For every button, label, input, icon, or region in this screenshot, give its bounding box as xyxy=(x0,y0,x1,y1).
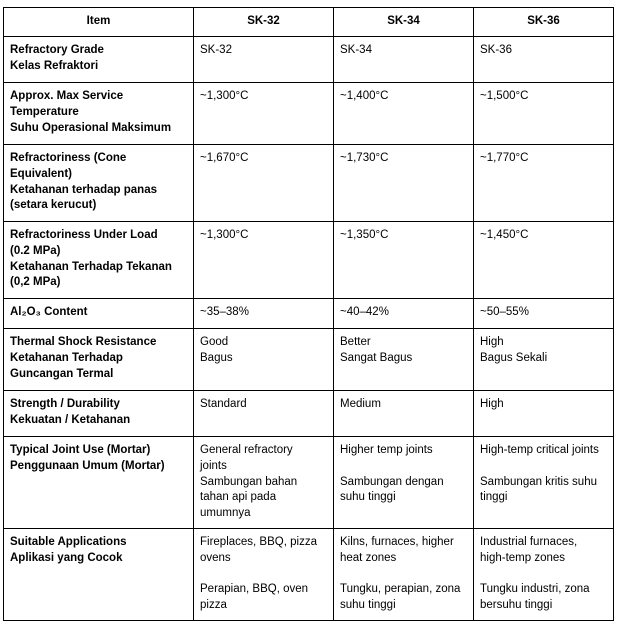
table-row xyxy=(4,222,614,299)
cell-text-line: Temperature xyxy=(10,105,79,118)
cell-text-line: Sambungan dengan xyxy=(340,475,444,488)
cell-text-line: Aplikasi yang Cocok xyxy=(10,551,123,564)
cell-sk-36 xyxy=(474,437,614,529)
cell-text-line: Refractory Grade xyxy=(10,44,104,56)
header-sk-32: SK-32 xyxy=(194,8,334,37)
cell-text-line: Penggunaan Umum (Mortar) xyxy=(10,459,165,472)
cell-sk-36 xyxy=(474,529,614,621)
cell-sk-32 xyxy=(194,391,334,437)
cell-sk-32 xyxy=(194,437,334,529)
cell-text-line: High xyxy=(480,336,504,348)
cell-text-line: tinggi xyxy=(480,491,508,504)
cell-sk-34 xyxy=(334,437,474,529)
cell-text-line: Suitable Applications xyxy=(10,536,127,548)
cell-text-line: ~1,300°C xyxy=(200,229,249,241)
cell-sk-36 xyxy=(474,37,614,83)
cell-sk-34 xyxy=(334,222,474,299)
cell-text-line: High-temp critical joints xyxy=(480,444,599,456)
cell-sk-34 xyxy=(334,145,474,222)
cell-text-line: Refractoriness (Cone xyxy=(10,152,127,164)
cell-text-line: suhu tinggi xyxy=(340,491,396,504)
row-label xyxy=(4,529,194,621)
cell-text-line: ~50–55% xyxy=(480,306,529,318)
comparison-table xyxy=(3,7,614,621)
cell-text-line: ~1,730°C xyxy=(340,152,389,164)
cell-sk-36 xyxy=(474,145,614,222)
cell-text-line: (0,2 MPa) xyxy=(10,276,61,289)
table-row xyxy=(4,529,614,621)
cell-text-line: Strength / Durability xyxy=(10,398,120,410)
cell-text-line: joints xyxy=(200,459,227,472)
cell-text-line: SK-36 xyxy=(480,44,512,56)
header-sk-36: SK-36 xyxy=(474,8,614,37)
paragraph-spacer xyxy=(480,459,607,475)
cell-text-line: ~1,500°C xyxy=(480,90,529,102)
row-label xyxy=(4,437,194,529)
table-row xyxy=(4,391,614,437)
cell-text-line: tahan api pada xyxy=(200,491,277,504)
cell-text-line: Suhu Operasional Maksimum xyxy=(10,121,172,134)
cell-text-line: Kekuatan / Ketahanan xyxy=(10,413,131,426)
cell-text-line: heat zones xyxy=(340,551,397,564)
cell-text-line: High xyxy=(480,398,504,410)
cell-text-line: General refractory xyxy=(200,444,293,456)
cell-text-line: Industrial furnaces, xyxy=(480,536,578,548)
cell-text-line: Bagus Sekali xyxy=(480,351,548,364)
row-label xyxy=(4,299,194,329)
cell-sk-34 xyxy=(334,529,474,621)
cell-text-line: high-temp zones xyxy=(480,551,566,564)
cell-text-line: Guncangan Termal xyxy=(10,367,114,380)
cell-text-line: ~35–38% xyxy=(200,306,249,318)
cell-text-line: Al₂O₃ Content xyxy=(10,306,88,318)
cell-text-line: ~40–42% xyxy=(340,306,389,318)
cell-text-line: Sambungan bahan xyxy=(200,475,298,488)
cell-sk-32 xyxy=(194,329,334,391)
row-label xyxy=(4,37,194,83)
paragraph-spacer xyxy=(340,567,467,583)
cell-sk-36 xyxy=(474,222,614,299)
header-item: Item xyxy=(4,8,194,37)
row-label xyxy=(4,391,194,437)
header-row xyxy=(4,8,614,37)
cell-text-line: Refractoriness Under Load xyxy=(10,229,158,241)
cell-sk-34 xyxy=(334,391,474,437)
cell-text-line: Standard xyxy=(200,398,247,410)
cell-text-line: Thermal Shock Resistance xyxy=(10,336,157,348)
cell-text-line: ~1,300°C xyxy=(200,90,249,102)
cell-text-line: Medium xyxy=(340,398,381,410)
cell-text-line: ovens xyxy=(200,551,231,564)
cell-text-line: Approx. Max Service xyxy=(10,90,124,102)
cell-sk-32 xyxy=(194,529,334,621)
paragraph-spacer xyxy=(480,567,607,583)
cell-sk-34 xyxy=(334,299,474,329)
paragraph-spacer xyxy=(340,459,467,475)
cell-text-line: ~1,350°C xyxy=(340,229,389,241)
cell-text-line: Ketahanan Terhadap xyxy=(10,351,123,364)
cell-sk-36 xyxy=(474,299,614,329)
cell-text-line: Ketahanan terhadap panas xyxy=(10,183,157,196)
cell-text-line: SK-34 xyxy=(340,44,372,56)
cell-text-line: Equivalent) xyxy=(10,167,72,180)
cell-text-line: Perapian, BBQ, oven xyxy=(200,583,309,596)
cell-sk-32 xyxy=(194,299,334,329)
table-row xyxy=(4,299,614,329)
cell-text-line: Typical Joint Use (Mortar) xyxy=(10,444,151,456)
cell-text-line: Tungku industri, zona xyxy=(480,583,590,596)
cell-sk-32 xyxy=(194,145,334,222)
cell-sk-32 xyxy=(194,222,334,299)
cell-text-line: ~1,450°C xyxy=(480,229,529,241)
cell-text-line: SK-32 xyxy=(200,44,232,56)
cell-sk-34 xyxy=(334,83,474,145)
cell-text-line: Good xyxy=(200,336,229,348)
cell-sk-32 xyxy=(194,37,334,83)
cell-text-line: Sangat Bagus xyxy=(340,351,413,364)
cell-text-line: Tungku, perapian, zona xyxy=(340,583,461,596)
row-label xyxy=(4,83,194,145)
cell-text-line: Kelas Refraktori xyxy=(10,59,99,72)
cell-text-line: suhu tinggi xyxy=(340,599,396,612)
row-label xyxy=(4,222,194,299)
cell-text-line: ~1,670°C xyxy=(200,152,249,164)
cell-text-line: Bagus xyxy=(200,351,233,364)
cell-text-line: Sambungan kritis suhu xyxy=(480,475,597,488)
cell-text-line: Kilns, furnaces, higher xyxy=(340,536,454,548)
cell-sk-34 xyxy=(334,329,474,391)
cell-sk-36 xyxy=(474,83,614,145)
cell-sk-34 xyxy=(334,37,474,83)
cell-text-line: (setara kerucut) xyxy=(10,199,97,212)
cell-text-line: Fireplaces, BBQ, pizza xyxy=(200,536,317,548)
cell-text-line: pizza xyxy=(200,599,227,612)
cell-sk-36 xyxy=(474,391,614,437)
cell-sk-36 xyxy=(474,329,614,391)
cell-text-line: (0.2 MPa) xyxy=(10,244,61,257)
table-row xyxy=(4,437,614,529)
row-label xyxy=(4,145,194,222)
header-sk-34: SK-34 xyxy=(334,8,474,37)
cell-text-line: umumnya xyxy=(200,507,251,520)
row-label xyxy=(4,329,194,391)
cell-sk-32 xyxy=(194,83,334,145)
table-row xyxy=(4,329,614,391)
cell-text-line: ~1,400°C xyxy=(340,90,389,102)
table-row xyxy=(4,37,614,83)
cell-text-line: Higher temp joints xyxy=(340,444,433,456)
table-row xyxy=(4,145,614,222)
cell-text-line: bersuhu tinggi xyxy=(480,599,553,612)
cell-text-line: Ketahanan Terhadap Tekanan xyxy=(10,260,172,273)
cell-text-line: Better xyxy=(340,336,371,348)
cell-text-line: ~1,770°C xyxy=(480,152,529,164)
table-row xyxy=(4,83,614,145)
paragraph-spacer xyxy=(200,567,327,583)
